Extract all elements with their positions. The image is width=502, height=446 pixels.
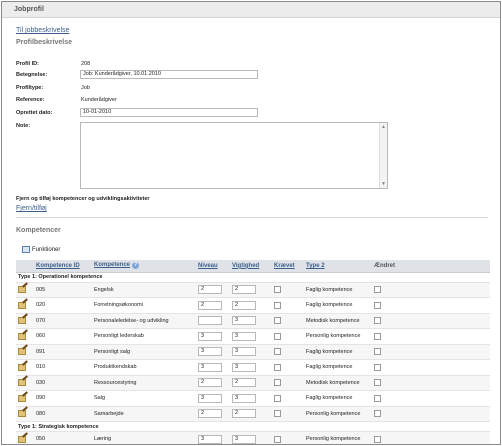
kraevet-cell — [272, 313, 304, 329]
edit-icon[interactable] — [18, 393, 28, 402]
aendret-cell — [372, 360, 490, 376]
scroll-down-icon[interactable]: ▼ — [381, 181, 386, 187]
kraevet-checkbox[interactable] — [274, 302, 281, 309]
functions-icon — [22, 246, 30, 253]
table-row — [16, 432, 490, 446]
kraevet-cell — [272, 375, 304, 391]
group-label: Type 1: Strategisk kompetence — [16, 422, 490, 432]
col-header-niveau[interactable]: Niveau — [196, 260, 230, 272]
competence-name: Produktkendskab — [92, 360, 196, 376]
niveau-cell — [196, 282, 230, 298]
kraevet-cell — [272, 432, 304, 446]
vigtighed-input[interactable]: 2 — [232, 301, 256, 310]
kraevet-cell — [272, 298, 304, 314]
aendret-checkbox[interactable] — [374, 348, 381, 355]
col-header-name[interactable] — [92, 260, 196, 272]
col-header-type2[interactable]: Type 2 — [304, 260, 372, 272]
competence-id: 005 — [34, 282, 92, 298]
competence-id: 060 — [34, 329, 92, 345]
edit-icon[interactable] — [18, 377, 28, 386]
note-scrollbar[interactable] — [379, 123, 387, 188]
fjern-heading: Fjern og tilføj kompetencer og udviklingsaktiviteter — [16, 196, 150, 202]
edit-icon[interactable] — [18, 300, 28, 309]
aendret-checkbox[interactable] — [374, 379, 381, 386]
aendret-cell — [372, 375, 490, 391]
type2-cell: Faglig kompetence — [304, 298, 372, 314]
aendret-cell — [372, 432, 490, 446]
niveau-cell — [196, 313, 230, 329]
edit-cell — [16, 329, 34, 345]
functions-label: Funktioner — [32, 246, 61, 253]
reference-label: Reference: — [16, 97, 45, 103]
aendret-cell — [372, 282, 490, 298]
type2-cell: Personlig kompetence — [304, 432, 372, 446]
edit-cell — [16, 406, 34, 422]
edit-icon[interactable] — [18, 346, 28, 355]
back-to-job-description-link[interactable]: Til jobbeskrivelse — [16, 27, 70, 34]
table-row — [16, 282, 490, 298]
vigtighed-cell — [230, 406, 272, 422]
niveau-cell — [196, 298, 230, 314]
col-header-kraevet[interactable]: Krævet — [272, 260, 304, 272]
aendret-cell — [372, 329, 490, 345]
type2-cell: Faglig kompetence — [304, 282, 372, 298]
vigtighed-input[interactable]: 2 — [232, 409, 256, 418]
vigtighed-input[interactable]: 3 — [232, 347, 256, 356]
group-label: Type 1: Operationel kompetence — [16, 272, 490, 282]
col-header-vigtighed[interactable]: Vigtighed — [230, 260, 272, 272]
niveau-cell — [196, 406, 230, 422]
kraevet-checkbox[interactable] — [274, 436, 281, 443]
niveau-cell — [196, 329, 230, 345]
edit-cell — [16, 432, 34, 446]
competence-name: Samarbejde — [92, 406, 196, 422]
table-row — [16, 329, 490, 345]
aendret-cell — [372, 391, 490, 407]
col-header-id[interactable]: Kompetence ID — [34, 260, 92, 272]
kraevet-cell — [272, 329, 304, 345]
aendret-checkbox[interactable] — [374, 317, 381, 324]
competence-name: Personaleledelse- og udvikling — [92, 313, 196, 329]
profiltype-value: Job — [81, 85, 90, 91]
type2-cell: Faglig kompetence — [304, 391, 372, 407]
oprettet-dato-input[interactable]: 10-01-2010 — [80, 108, 258, 117]
competence-id: 010 — [34, 360, 92, 376]
kraevet-checkbox[interactable] — [274, 364, 281, 371]
vigtighed-cell — [230, 391, 272, 407]
niveau-input[interactable]: 3 — [198, 394, 222, 403]
edit-icon[interactable] — [18, 331, 28, 340]
vigtighed-cell — [230, 329, 272, 345]
oprettet-dato-label: Oprettet dato: — [16, 110, 53, 116]
competence-name: Ressourcestyring — [92, 375, 196, 391]
vigtighed-input[interactable]: 3 — [232, 316, 256, 325]
betegnelse-label: Betegnelse: — [16, 72, 48, 78]
section-divider — [16, 217, 488, 218]
niveau-cell — [196, 375, 230, 391]
niveau-input[interactable]: 3 — [198, 347, 222, 356]
competence-table — [16, 260, 490, 445]
col-header-name-label[interactable]: Kompetence — [94, 262, 131, 269]
competence-id: 030 — [34, 375, 92, 391]
kraevet-cell — [272, 344, 304, 360]
group-row — [16, 272, 490, 282]
aendret-checkbox[interactable] — [374, 364, 381, 371]
niveau-cell — [196, 360, 230, 376]
table-row — [16, 313, 490, 329]
competence-name: Forretningsøkonomi — [92, 298, 196, 314]
type2-cell: Faglig kompetence — [304, 344, 372, 360]
kraevet-checkbox[interactable] — [274, 286, 281, 293]
edit-cell — [16, 313, 34, 329]
niveau-input[interactable]: 2 — [198, 285, 222, 294]
aendret-cell — [372, 344, 490, 360]
table-row — [16, 298, 490, 314]
edit-icon[interactable] — [18, 315, 28, 324]
kraevet-checkbox[interactable] — [274, 348, 281, 355]
niveau-input[interactable]: 3 — [198, 363, 222, 372]
aendret-checkbox[interactable] — [374, 395, 381, 402]
niveau-input[interactable]: 3 — [198, 435, 222, 444]
aendret-cell — [372, 298, 490, 314]
col-edit — [16, 260, 34, 272]
vigtighed-cell — [230, 344, 272, 360]
kraevet-cell — [272, 406, 304, 422]
type2-cell: Personlig kompetence — [304, 406, 372, 422]
profil-id-label: Profil ID: — [16, 61, 39, 67]
niveau-input[interactable]: 2 — [198, 301, 222, 310]
aendret-checkbox[interactable] — [374, 286, 381, 293]
competence-id: 091 — [34, 344, 92, 360]
vigtighed-cell — [230, 432, 272, 446]
vigtighed-input[interactable]: 3 — [232, 394, 256, 403]
niveau-cell — [196, 344, 230, 360]
vigtighed-input[interactable]: 3 — [232, 332, 256, 341]
profil-id-value: 208 — [81, 61, 91, 67]
niveau-input[interactable]: 2 — [198, 409, 222, 418]
kraevet-checkbox[interactable] — [274, 410, 281, 417]
edit-icon[interactable] — [18, 284, 28, 293]
kraevet-checkbox[interactable] — [274, 333, 281, 340]
competence-section-heading: Kompetencer — [16, 227, 61, 234]
competence-name: Personligt salg — [92, 344, 196, 360]
functions-button[interactable] — [22, 246, 60, 253]
vigtighed-input[interactable]: 3 — [232, 435, 256, 444]
fjern-tilfoej-link[interactable]: Fjern/tilføj — [16, 205, 47, 212]
edit-cell — [16, 375, 34, 391]
vigtighed-input[interactable]: 2 — [232, 285, 256, 294]
aendret-checkbox[interactable] — [374, 410, 381, 417]
edit-icon[interactable] — [18, 408, 28, 417]
edit-cell — [16, 298, 34, 314]
competence-id: 090 — [34, 391, 92, 407]
competence-id: 080 — [34, 406, 92, 422]
vigtighed-cell — [230, 313, 272, 329]
kraevet-cell — [272, 360, 304, 376]
competence-name: Engelsk — [92, 282, 196, 298]
aendret-checkbox[interactable] — [374, 333, 381, 340]
competence-name: Personligt lederskab — [92, 329, 196, 345]
vigtighed-cell — [230, 298, 272, 314]
aendret-cell — [372, 313, 490, 329]
type2-cell: Metodisk kompetence — [304, 375, 372, 391]
competence-id: 070 — [34, 313, 92, 329]
profiltype-label: Profiltype: — [16, 85, 44, 91]
profile-section-heading: Profilbeskrivelse — [16, 39, 73, 46]
table-row — [16, 406, 490, 422]
niveau-cell — [196, 391, 230, 407]
niveau-input[interactable]: 2 — [198, 378, 222, 387]
edit-cell — [16, 282, 34, 298]
kraevet-cell — [272, 282, 304, 298]
kraevet-checkbox[interactable] — [274, 379, 281, 386]
window-frame — [1, 1, 501, 445]
betegnelse-input[interactable]: Job: Kunderådgiver, 10.01.2010 — [80, 70, 258, 79]
kraevet-checkbox[interactable] — [274, 317, 281, 324]
niveau-input[interactable]: 3 — [198, 332, 222, 341]
vigtighed-cell — [230, 375, 272, 391]
table-row — [16, 360, 490, 376]
scroll-up-icon[interactable]: ▲ — [381, 124, 386, 130]
vigtighed-cell — [230, 282, 272, 298]
note-label: Note: — [16, 123, 31, 129]
kraevet-cell — [272, 391, 304, 407]
aendret-checkbox[interactable] — [374, 302, 381, 309]
table-row — [16, 391, 490, 407]
type2-cell: Faglig kompetence — [304, 360, 372, 376]
type2-cell: Personlig kompetence — [304, 329, 372, 345]
table-row — [16, 344, 490, 360]
vigtighed-input[interactable]: 2 — [232, 378, 256, 387]
edit-icon[interactable] — [18, 362, 28, 371]
edit-cell — [16, 360, 34, 376]
note-textarea[interactable] — [80, 122, 388, 189]
kraevet-checkbox[interactable] — [274, 395, 281, 402]
reference-value: Kunderådgiver — [81, 97, 117, 103]
vigtighed-input[interactable]: 3 — [232, 363, 256, 372]
vigtighed-cell — [230, 360, 272, 376]
table-row — [16, 375, 490, 391]
competence-id: 050 — [34, 432, 92, 446]
edit-cell — [16, 344, 34, 360]
aendret-cell — [372, 406, 490, 422]
niveau-cell — [196, 432, 230, 446]
competence-name: Læring — [92, 432, 196, 446]
competence-name: Salg — [92, 391, 196, 407]
competence-id: 020 — [34, 298, 92, 314]
aendret-checkbox[interactable] — [374, 436, 381, 443]
col-header-aendret: Ændret — [372, 260, 490, 272]
niveau-input[interactable] — [198, 316, 222, 325]
edit-cell — [16, 391, 34, 407]
window-title: Jobprofil — [2, 2, 500, 18]
type2-cell: Metodisk kompetence — [304, 313, 372, 329]
info-icon[interactable]: ? — [133, 262, 138, 269]
group-row — [16, 422, 490, 432]
edit-icon[interactable] — [18, 434, 28, 443]
